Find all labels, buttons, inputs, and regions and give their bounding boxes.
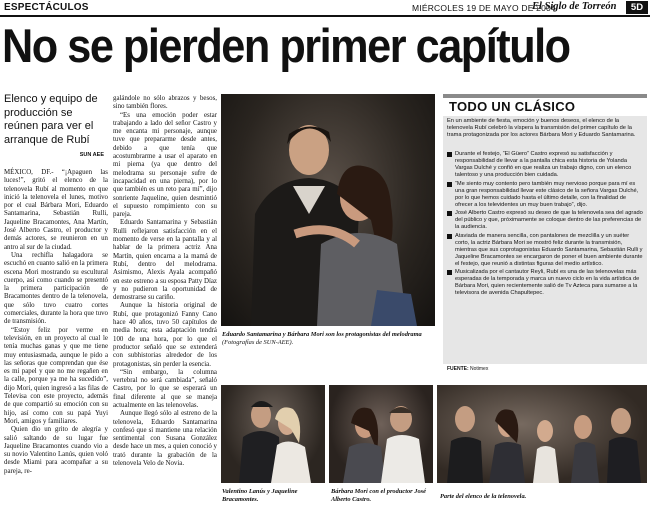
paragraph: Quien dio un grito de alegría y salió saltando de su lugar fue Jaqueline Bracamontes cuando vio a su novio Valentino Lanús, quien voló desde Miami para acompañar a su pareja, re- (4, 426, 108, 475)
photo-cast-group-figures (437, 385, 647, 483)
sidebar-item-text: “Me siento muy contento pero también muy nervioso porque para mí es una gran responsabilidad llevar este clásico de la señora Vargas Dulché, por lo que hemos cuidado hasta el último detalle, con la finalidad de ofrecer a los televidentes un muy buen trabajo”, dijo. (455, 180, 639, 208)
sidebar-item-text: Durante el festejo, “El Güero” Castro expresó su satisfacción y responsabilidad de llevar a la pantalla chica esta historia de Yolanda Vargas Dulché y confió en que realiza un trabajo digno, con un elenco talentoso y una producción bien cuidada. (455, 151, 632, 178)
byline-credit: SUN AEE (79, 152, 104, 158)
sidebar-item-text: José Alberto Castro expresó su deseo de que la telenovela sea del agrado del público y que, próximamente se coloque dentro de las preferencias de la audiencia. (455, 210, 643, 230)
sidebar-list (447, 151, 644, 299)
paragraph: Una rechifla halagadora se escuchó en cuanto salió en la primera escena Mori mostrando su escultural cuerpo, así como cuando se presentó la primera participación de Bracamontes dentro de la telenovela, que sólo tuvo cuatro cortes comerciales, durante la hora que tuvo de transmisión. (4, 251, 108, 326)
sidebar-item-text: Musicalizada por el cantautor Reyli, Rubí es una de las telenovelas más esperadas de la temporada y marca un nuevo ciclo en la vida artística de Bárbara Mori, quien recientemente salió de Tv Azteca para sumarse a la televisora de avenida Chapultepec. (455, 269, 640, 296)
newspaper-name: El Siglo de Torreón (532, 1, 617, 12)
photo-credit: (Fotografías de SUN-AEE). (222, 338, 294, 346)
paragraph: “Sin embargo, la columna vertebral no será cambiada”, señaló Castro, por lo que se esperará un final diferente al que se maneja actualmente en las telenovelas. (113, 368, 217, 409)
page-number: 5D (626, 1, 648, 14)
square-bullet-icon (447, 234, 452, 239)
publication-date: MIÉRCOLES 19 DE MAYO DE 2004 (412, 3, 556, 13)
square-bullet-icon (447, 152, 452, 157)
sidebar-list-item (447, 181, 644, 209)
square-bullet-icon (447, 182, 452, 187)
paragraph: “Estoy feliz por verme en televisión, en un proyecto al cual le tenía muchas ganas y que me tiene muy entusiasmada, aunque le pido a las señoras que comprendan que ése es mi papel y que no me regañen en la calle, porque ya me ha sucedido”, dijo Mori, quien ingresó a las filas de Televisa con este proyecto, además de que compartió su emoción con su hijo, así como con su papá Yuyi Mori, amigos y familiares. (4, 326, 108, 425)
sidebar-list-item (447, 233, 644, 268)
paragraph: MÉXICO, DF.- “¡Apaguen las luces!”, gritó el elenco de la telenovela Rubí al momento en que inició la telenovela el lunes, motivo por el cual Bárbara Mori, Eduardo Santamarina, Sebastián Rulli, Jaqueline Bracamontes, Ana Martín, José Alberto Castro, el productor y demás actores, se reunieron en un antro al sur de la ciudad. (4, 169, 108, 251)
sidebar-source-value: Notimex (470, 366, 489, 372)
photo-cast-group (437, 385, 647, 483)
photo-actress-producer-figures (329, 385, 433, 483)
article-column-1 (4, 169, 108, 476)
paragraph: galándole no sólo abrazos y besos, sino también flores. (113, 95, 217, 111)
paragraph: Eduardo Santamarina y Sebastián Rulli reflejaron satisfacción en el momento de verse en la pantalla y al hablar de la primera actriz Ana Martín, quien encarna a la mamá de Rubí, dentro del melodrama. Asimismo, Alexis Ayala acompañó en este estreno a su esposa Patty Díaz y no pudieron la oportunidad de demostrarse su cariño. (113, 219, 217, 302)
caption-couple: Valentino Lanús y Jaqueline Bracamontes. (222, 488, 298, 503)
sidebar-intro: En un ambiente de fiesta, emoción y buenos deseos, el elenco de la telenovela Rubí celebró la víspera la transmisión del primer capítulo de la trama protagonizada por los actores Bárbara Mori y Eduardo Santamarina. (447, 118, 636, 138)
square-bullet-icon (447, 270, 452, 275)
sidebar-title: TODO UN CLÁSICO (449, 99, 576, 114)
article-column-2 (113, 95, 217, 468)
sidebar-list-item (447, 210, 644, 231)
main-photo-caption (222, 331, 436, 346)
paragraph: Aunque llegó sólo al estreno de la telenovela, Eduardo Santamarina confesó que sí mantiene una relación sentimental con Susana González desde hace un mes, a quien conoció y trató durante la grabación de la telenovela Velo de Novia. (113, 410, 217, 468)
caption-cast-group: Parte del elenco de la telenovela. (440, 493, 527, 500)
sidebar-top-rule (443, 94, 647, 98)
caption-actress-producer: Bárbara Mori con el productor José Alberto Castro. (331, 488, 426, 503)
square-bullet-icon (447, 211, 452, 216)
main-photo-figures (221, 94, 435, 326)
sidebar-list-item (447, 151, 644, 179)
photo-couple-figures (221, 385, 325, 483)
headline: No se pierden primer capítulo (2, 19, 570, 72)
paragraph: Aunque la historia original de Rubí, que protagonizó Fanny Cano hace 40 años, tuvo 50 capítulos de media hora; esta adaptación tendrá 100 de una hora, por lo que el productor señaló que se extenderá con subhistorias alrededor de los protagonistas, sin perder la esencia. (113, 302, 217, 368)
sidebar-item-text: Ataviada de manera sencilla, con pantalones de mezclilla y un suéter corto, la actriz Bárbara Mori se mostró feliz durante la transmisión, mientras que sus coprotagonistas Eduardo Santamarina, Sebastián Rulli y Jaqueline Bracamontes se encargaron de poner el buen ambiente durante el festejo, que reunió a distintas figuras del medio artístico. (455, 232, 643, 267)
section-name: ESPECTÁCULOS (4, 2, 89, 13)
caption-text: Eduardo Santamarina y Bárbara Mori son los protagonistas del melodrama (222, 331, 422, 338)
sidebar-list-item (447, 269, 644, 297)
deck-subheadline: Elenco y equipo de producción se reúnen para ver el arranque de Rubí (4, 93, 98, 146)
photo-couple (221, 385, 325, 483)
sidebar-source-label: FUENTE: (447, 366, 469, 372)
photo-actress-producer (329, 385, 433, 483)
paragraph: “Es una emoción poder estar trabajando a lado del señor Castro y me encanta mi personaje, aunque tuve que prepararme desde antes, debido a que tenía que acostumbrarme a usar el aparato en mi pierna (ya que dentro del melodrama su personaje sufre de incapacidad en una pierna), por lo que también es un reto para mí”, dijo sonriente Jaqueline, quien desmintió el supuesto rompimiento con su pareja. (113, 111, 217, 219)
main-photo (221, 94, 435, 326)
